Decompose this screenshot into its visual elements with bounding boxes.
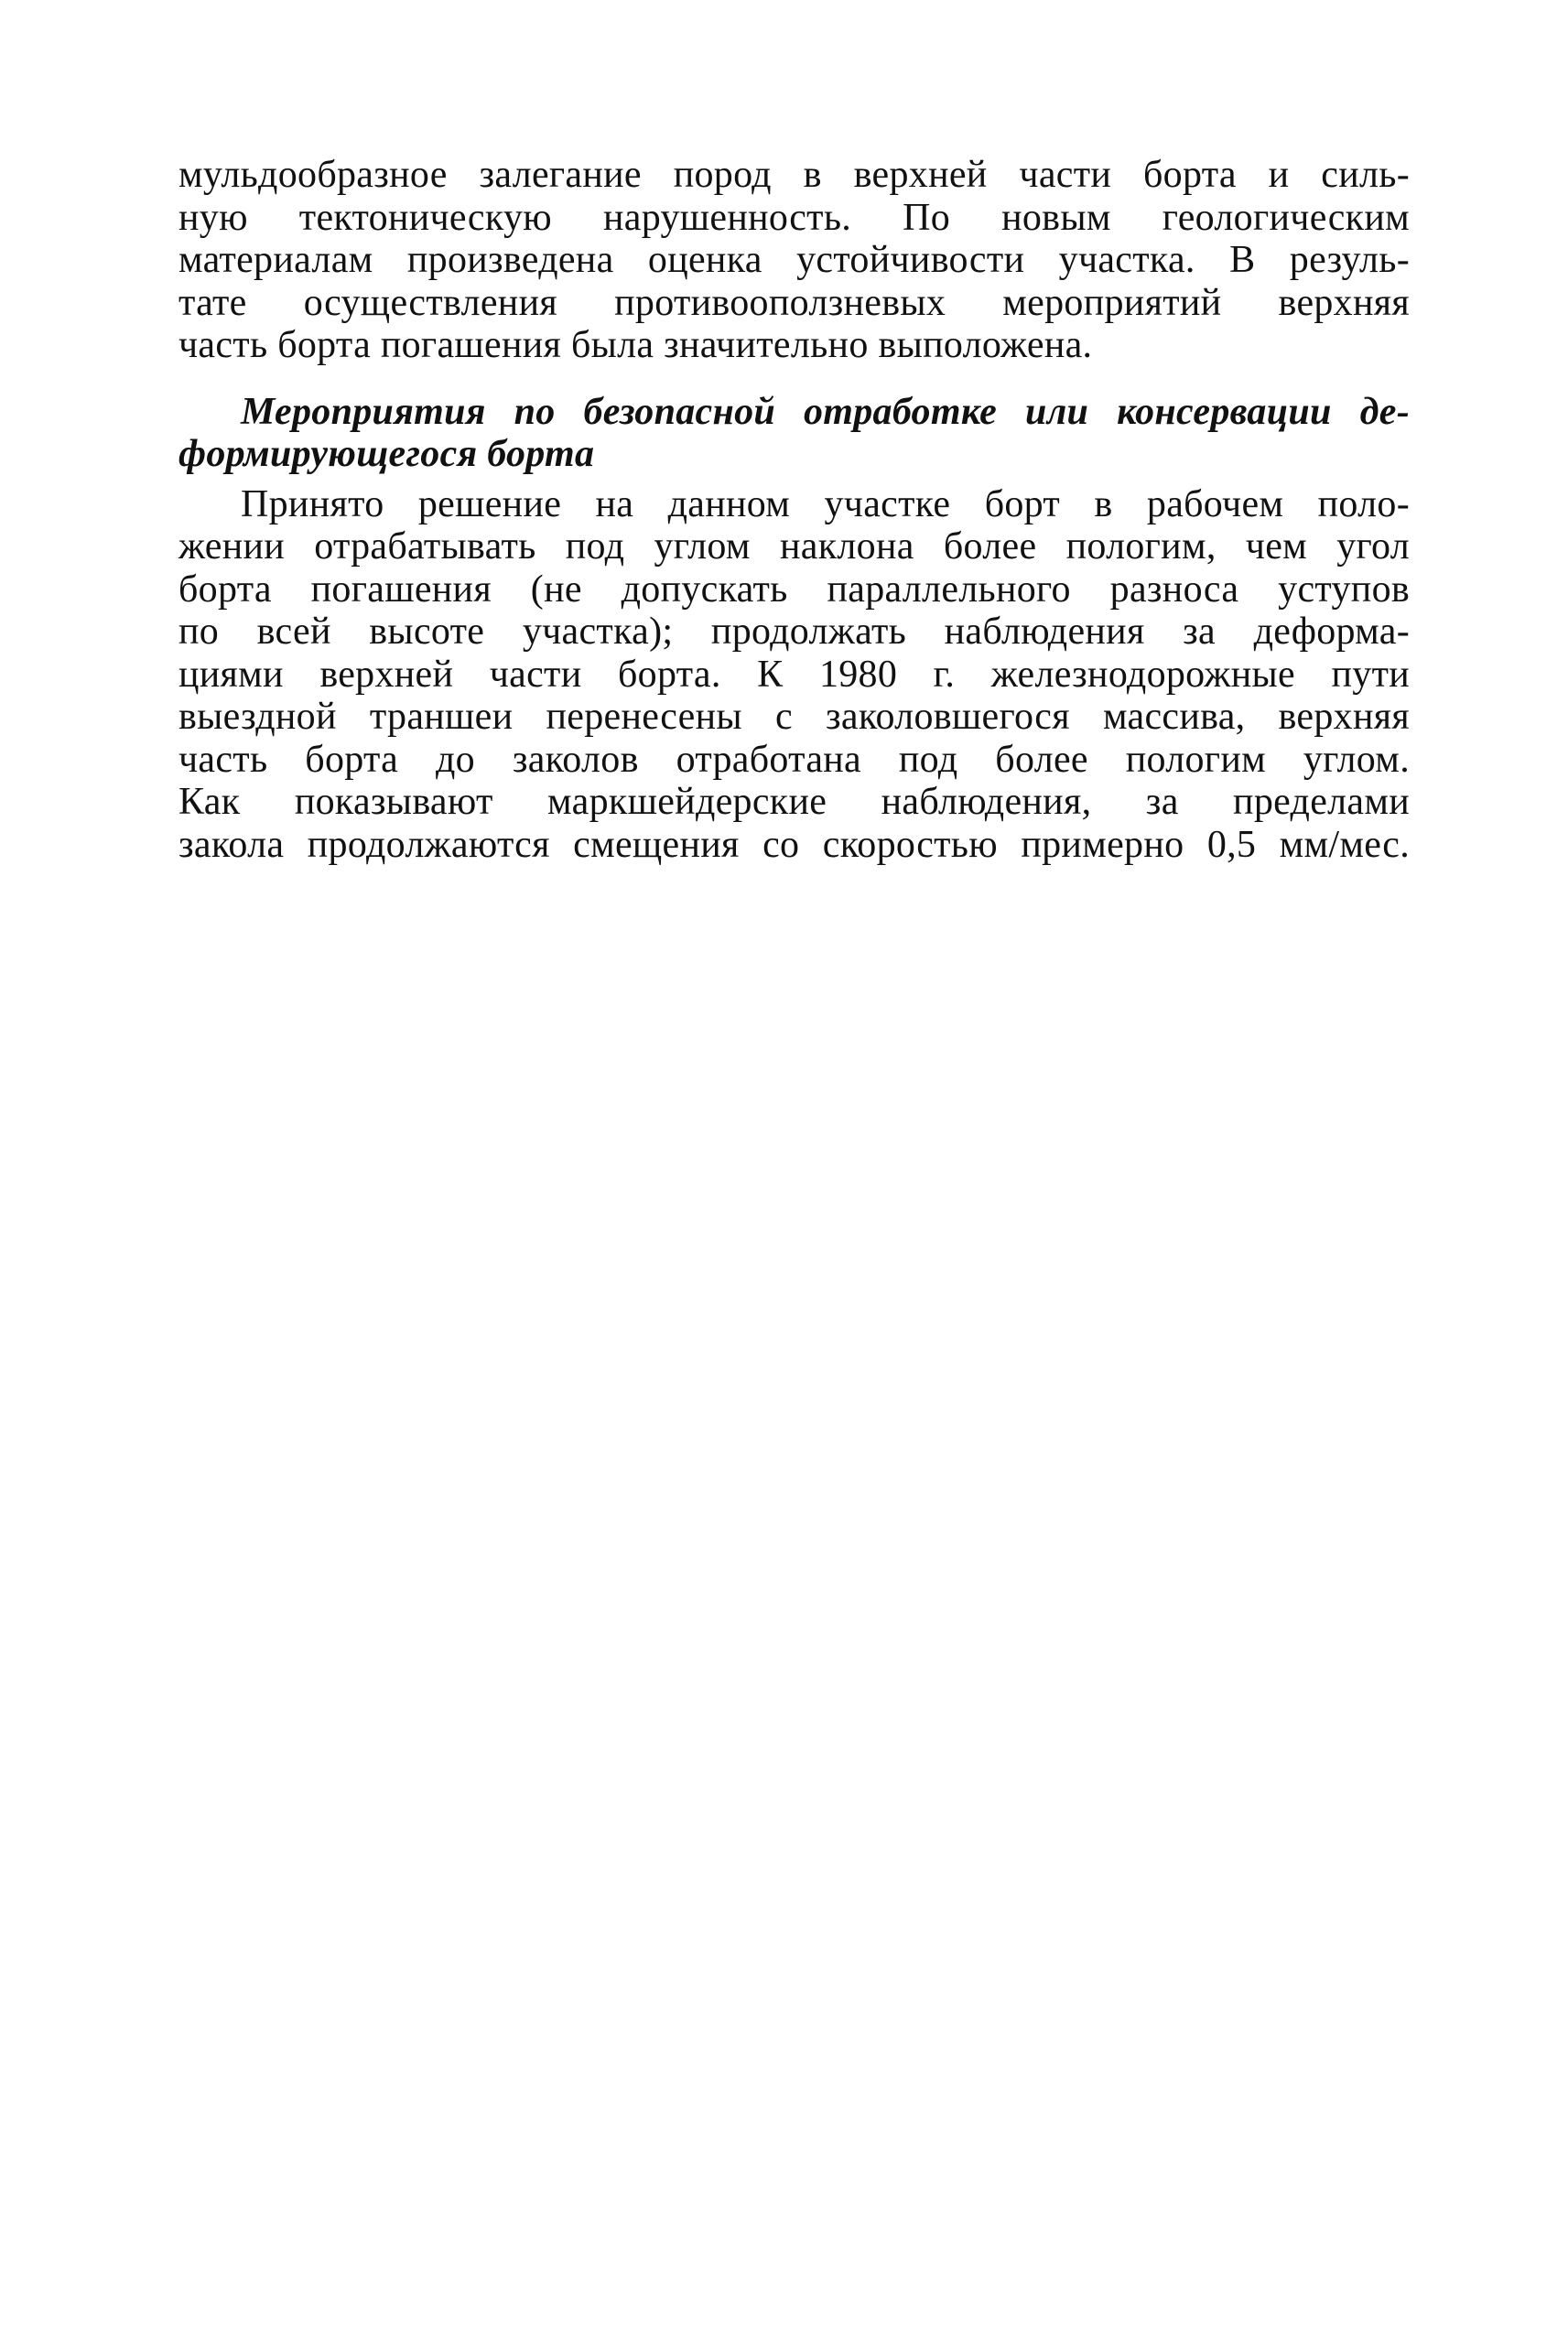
section-heading [178, 391, 1410, 476]
paragraph-line: часть борта погашения была значительно выположена. [178, 324, 1093, 366]
paragraph-line: мульдообразное залегание пород в верхней части борта и силь- [178, 154, 1410, 196]
paragraph-line: тате осуществления противооползневых мероприятий верхняя [178, 281, 1410, 324]
paragraph-line: материалам произведена оценка устойчивости участка. В резуль- [178, 239, 1410, 281]
paragraph-line: борта погашения (не допускать параллельного разноса уступов [178, 568, 1410, 611]
paragraph-line: часть борта до заколов отработана под более пологим углом. [178, 738, 1410, 781]
heading-line: Мероприятия по безопасной отработке или консервации де- [241, 390, 1410, 433]
paragraph-line: Принято решение на данном участке борт в рабочем поло- [241, 482, 1410, 525]
paragraph-line: выездной траншеи перенесены с заколовшегося массива, верхняя [178, 696, 1410, 738]
paragraph-line: Как показывают маркшейдерские наблюдения, за пределами [178, 781, 1410, 823]
paragraph-line: ную тектоническую нарушенность. По новым геологическим [178, 196, 1410, 239]
heading-line: формирующегося борта [178, 433, 595, 475]
text-block [178, 154, 1410, 866]
paragraph-line: жении отрабатывать под углом наклона более пологим, чем угол [178, 525, 1410, 568]
paragraph-line: закола продолжаются смещения со скоростью примерно 0,5 мм/мес. [178, 823, 1410, 866]
paragraph-line: по всей высоте участка); продолжать наблюдения за деформа- [178, 611, 1410, 653]
paragraph-2 [178, 483, 1410, 867]
paragraph-line: циями верхней части борта. К 1980 г. железнодорожные пути [178, 653, 1410, 696]
paragraph-1 [178, 154, 1410, 367]
